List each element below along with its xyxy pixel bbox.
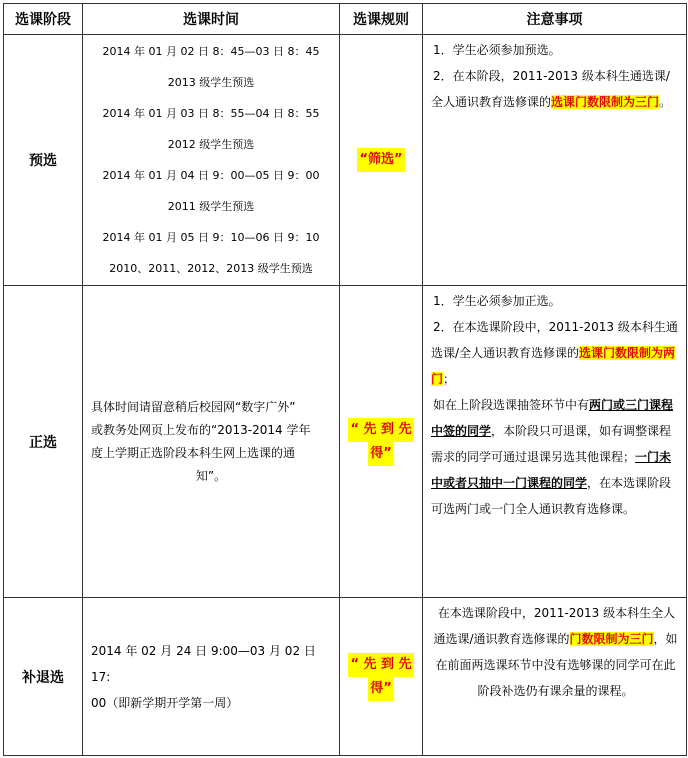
time-line: 具体时间请留意稍后校园网“数字广外” [91,399,296,414]
rule-addrop [340,598,423,756]
rule-highlight: 得” [368,677,394,701]
note-text: 如在上阶段选课抽签环节中有 [433,398,590,412]
stage-formal: 正选 [4,286,83,598]
row-formal [4,286,687,598]
note-item [431,392,680,522]
note-text: ，在本选课阶段可选两门或一门全人通识教育选修课。 [431,476,672,516]
notes-preselect [423,35,687,286]
time-line: 2014 年 01 月 02 日 8：45—03 日 8：45 [102,45,320,58]
rule-highlight: “ 先 到 先 [348,653,413,677]
time-line: 00（即新学期开学第一周） [91,695,239,710]
time-line: 或教务处网页上发布的“2013-2014 学年 [91,422,311,437]
course-selection-table [3,3,687,756]
header-notes: 注意事项 [423,4,687,35]
stage-preselect: 预选 [4,35,83,286]
note-item [431,600,680,704]
time-preselect [83,35,340,286]
note-highlight: 选课门数限制为三门 [551,95,660,109]
time-formal [83,286,340,598]
rule-highlight: “ 先 到 先 [348,418,413,442]
time-line: 2010、2011、2012、2013 级学生预选 [109,262,313,275]
notes-formal [423,286,687,598]
time-line: 2012 级学生预选 [167,138,255,151]
time-line: 2014 年 01 月 05 日 9：10—06 日 9：10 [102,231,320,244]
notes-addrop [423,598,687,756]
note-emphasis: 两门或三门课程中签的同学 [431,398,674,438]
time-line: 2013 级学生预选 [167,76,255,89]
time-addrop [83,598,340,756]
rule-highlight: 得” [368,442,394,466]
time-line: 度上学期正选阶段本科生网上选课的通 [91,445,296,460]
header-rule: 选课规则 [340,4,423,35]
time-line: 2014 年 01 月 04 日 9：00—05 日 9：00 [102,169,320,182]
header-stage: 选课阶段 [4,4,83,35]
rule-preselect [340,35,423,286]
time-line: 知”。 [195,468,227,483]
rule-highlight: “筛选” [357,148,404,172]
note-highlight: 选课门数限制为两门 [431,346,676,386]
header-time: 选课时间 [83,4,340,35]
row-addrop [4,598,687,756]
note-item [431,314,680,392]
note-emphasis: 一门未中或者只抽中一门课程的同学 [431,450,672,490]
note-item: 1．学生必须参加预选。 [433,43,561,57]
note-text: ，如在前面两选课环节中没有选够课的同学可在此阶段补选仍有课余量的课程。 [435,632,678,698]
time-line: 2014 年 01 月 03 日 8：55—04 日 8：55 [102,107,320,120]
note-text: ，本阶段只可退课，如有调整课程需求的同学可通过退课另选其他课程； [431,424,672,464]
note-text: 2．在本阶段，2011-2013 级本科生通选课/全人通识教育选修课的 [431,69,670,109]
note-item: 1．学生必须参加正选。 [433,294,561,308]
rule-formal [340,286,423,598]
stage-addrop: 补退选 [4,598,83,756]
note-text: 在本选课阶段中，2011-2013 级本科生全人通选课/通识教育选修课的 [433,606,676,646]
note-text: 。 [659,95,672,109]
header-row [4,4,687,35]
note-highlight: 门数限制为三门 [569,632,654,646]
note-text: 2．在本选课阶段中，2011-2013 级本科生通选课/全人通识教育选修课的 [431,320,678,360]
note-text: ； [443,372,456,386]
row-preselect [4,35,687,286]
note-item [431,63,680,115]
time-line: 2014 年 02 月 24 日 9:00—03 月 02 日 17: [91,643,316,684]
time-line: 2011 级学生预选 [167,200,255,213]
